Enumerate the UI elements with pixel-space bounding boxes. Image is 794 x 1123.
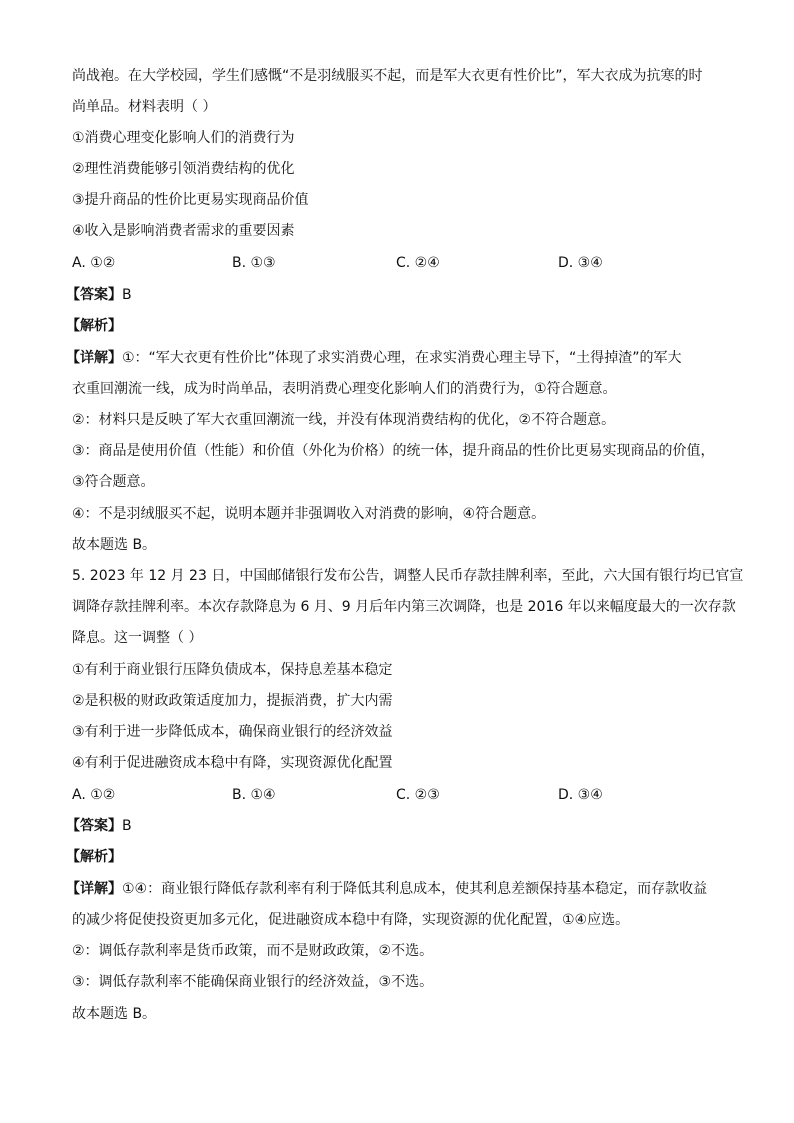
q4-stem-line-2: 尚单品。材料表明（ ） [72,99,217,115]
q4-detail-line-5: ③符合题意。 [72,474,155,490]
q5-answer-line [66,816,726,836]
q5-stem-line-2: 调降存款挂牌利率。本次存款降息为 6 月、9 月后年内第三次调降，也是 2016 年以来幅度最大的一次存款 [72,599,736,615]
q4-detail-line-4: ③：商品是使用价值（性能）和价值（外化为价格）的统一体，提升商品的性价比更易实现商品的价值， [72,443,715,459]
q4-detail-line-2: 衣重回潮流一线，成为时尚单品，表明消费心理变化影响人们的消费行为，①符合题意。 [72,381,617,397]
q4-answer-value: B [122,287,132,303]
q4-answer-line [66,285,726,305]
q4-detail-text-1: ①：“军大衣更有性价比”体现了求实消费心理，在求实消费心理主导下，“土得掉渣”的军大 [122,350,682,366]
q4-statement-1: ①消费心理变化影响人们的消费行为 [72,130,295,146]
q5-statement-2: ②是积极的财政政策适度加力，提振消费，扩大内需 [72,693,393,709]
q5-option-a: A. ①② [72,787,116,803]
q5-answer-tag: 【答案】 [66,818,122,834]
q5-answer-value: B [122,818,132,834]
q4-option-c: C. ②④ [396,255,440,271]
q4-statement-4: ④收入是影响消费者需求的重要因素 [72,223,295,239]
q4-statement-3: ③提升商品的性价比更易实现商品价值 [72,192,309,208]
q4-detail-line-6: ④：不是羽绒服买不起，说明本题并非强调收入对消费的影响，④符合题意。 [72,506,546,522]
q5-detail-line-4: ③：调低存款利率不能确保商业银行的经济效益，③不选。 [72,974,434,990]
q5-option-b: B. ①④ [232,787,276,803]
q5-conclusion: 故本题选 B。 [72,1006,157,1022]
q5-detail-line-2: 的减少将促使投资更加多元化，促进融资成本稳中有降，实现资源的优化配置，①④应选。 [72,912,630,928]
q4-stem-line-1: 尚战袍。在大学校园，学生们感慨“不是羽绒服买不起，而是军大衣更有性价比”，军大衣成为抗寒的时 [72,68,703,84]
q5-detail-line-1 [66,879,726,899]
q4-detail-line-3: ②：材料只是反映了军大衣重回潮流一线，并没有体现消费结构的优化，②不符合题意。 [72,412,616,428]
q4-option-a: A. ①② [72,255,116,271]
q5-stem-line-3: 降息。这一调整（ ） [72,630,203,646]
q4-statement-2: ②理性消费能够引领消费结构的优化 [72,161,295,177]
q5-statement-1: ①有利于商业银行压降负债成本，保持息差基本稳定 [72,662,393,678]
q5-statement-4: ④有利于促进融资成本稳中有降，实现资源优化配置 [72,755,393,771]
q4-detail-tag: 【详解】 [66,350,122,366]
q5-stem-line-1: 5. 2023 年 12 月 23 日，中国邮储银行发布公告，调整人民币存款挂牌利率，至此，六大国有银行均已官宣 [72,568,744,584]
q4-option-b: B. ①③ [232,255,276,271]
q4-analysis-tag: 【解析】 [66,318,122,334]
q5-detail-text-1: ①④：商业银行降低存款利率有利于降低其利息成本，使其利息差额保持基本稳定，而存款收益 [122,881,708,897]
q5-detail-line-3: ②：调低存款利率是货币政策，而不是财政政策，②不选。 [72,943,434,959]
q4-conclusion: 故本题选 B。 [72,537,157,553]
q5-option-d: D. ③④ [558,787,603,803]
q5-detail-tag: 【详解】 [66,881,122,897]
q5-analysis-tag: 【解析】 [66,849,122,865]
q5-statement-3: ③有利于进一步降低成本，确保商业银行的经济效益 [72,724,393,740]
q5-option-c: C. ②③ [396,787,440,803]
q4-answer-tag: 【答案】 [66,287,122,303]
q4-option-d: D. ③④ [558,255,603,271]
q4-detail-line-1 [66,348,726,368]
